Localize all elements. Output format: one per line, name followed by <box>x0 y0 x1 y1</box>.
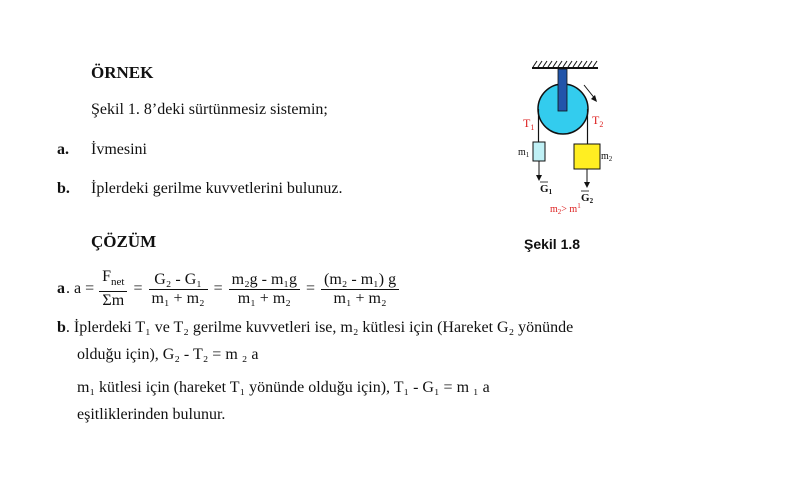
fnet-num: F <box>102 268 112 285</box>
item-b-text: İplerdeki gerilme kuvvetlerini bulunuz. <box>91 180 343 197</box>
solution-b-line1 <box>57 319 573 337</box>
m2-label: $m_2$ <box>601 151 613 163</box>
mass-m1 <box>533 142 545 161</box>
item-a-label: a. <box>57 141 69 158</box>
frac-g-den: m₁ + m₂ <box>151 289 205 307</box>
m1-label: $m_1$ <box>518 147 530 159</box>
fnet-num-sub: net <box>111 276 125 289</box>
example-title: ÖRNEK <box>91 63 154 82</box>
rotation-arrow-head <box>591 95 597 102</box>
frac-mg-den: m₁ + m₂ <box>237 289 291 307</box>
fraction-fnet <box>99 268 127 310</box>
solution-b-line4: eşitliklerinden bulunur. <box>77 406 226 423</box>
figure-caption: Şekil 1.8 <box>524 236 581 252</box>
equals-3: = <box>306 280 316 298</box>
g2-arrow-head <box>584 182 590 188</box>
solution-b-line3: m₁ kütlesi için (hareket T₁ yönünde olduğu için), T₁ - G₁ = m ₁ a <box>77 379 490 396</box>
frac-final-den: m₁ + m₂ <box>333 289 387 307</box>
equation-a <box>57 268 399 310</box>
frac-final-num: (m₂ - m₁) g <box>321 271 399 290</box>
solution-a-label: a <box>57 280 65 298</box>
g1-arrow-head <box>536 175 542 181</box>
solution-title: ÇÖZÜM <box>91 232 157 251</box>
solution-b-line2: olduğu için), G₂ - T₂ = m ₂ a <box>77 346 259 363</box>
pulley-hanger <box>558 69 567 111</box>
item-a-text: İvmesini <box>91 141 147 158</box>
mass-m2 <box>574 144 600 169</box>
equals-1: = <box>133 280 143 298</box>
mass-condition: $m_2> m^1$ <box>550 202 581 216</box>
fraction-g <box>149 271 208 308</box>
g1-label: G1 <box>540 183 553 196</box>
t1-label: $T_1$ <box>523 116 535 132</box>
frac-g-num: G₂ - G₁ <box>149 271 208 290</box>
fnet-den: Σm <box>102 292 125 310</box>
item-b-label: b. <box>57 180 70 197</box>
pulley-diagram <box>500 58 640 223</box>
t2-label: $T_2$ <box>592 113 604 129</box>
solution-a-prefix: . a = <box>66 280 95 298</box>
g2-label: G2 <box>581 192 594 205</box>
solution-b-line1-text: . İplerdeki T₁ ve T₂ gerilme kuvvetleri ise, m₂ kütlesi için (Hareket G₂ yönünde <box>65 319 574 336</box>
frac-mg-num: m₂g - m₁g <box>229 271 300 290</box>
fraction-final <box>321 271 399 308</box>
fraction-mg <box>229 271 300 308</box>
solution-b-label: b <box>57 319 66 336</box>
equals-2: = <box>213 280 223 298</box>
example-intro: Şekil 1. 8’deki sürtünmesiz sistemin; <box>91 101 328 118</box>
ceiling-hatch <box>533 61 597 67</box>
